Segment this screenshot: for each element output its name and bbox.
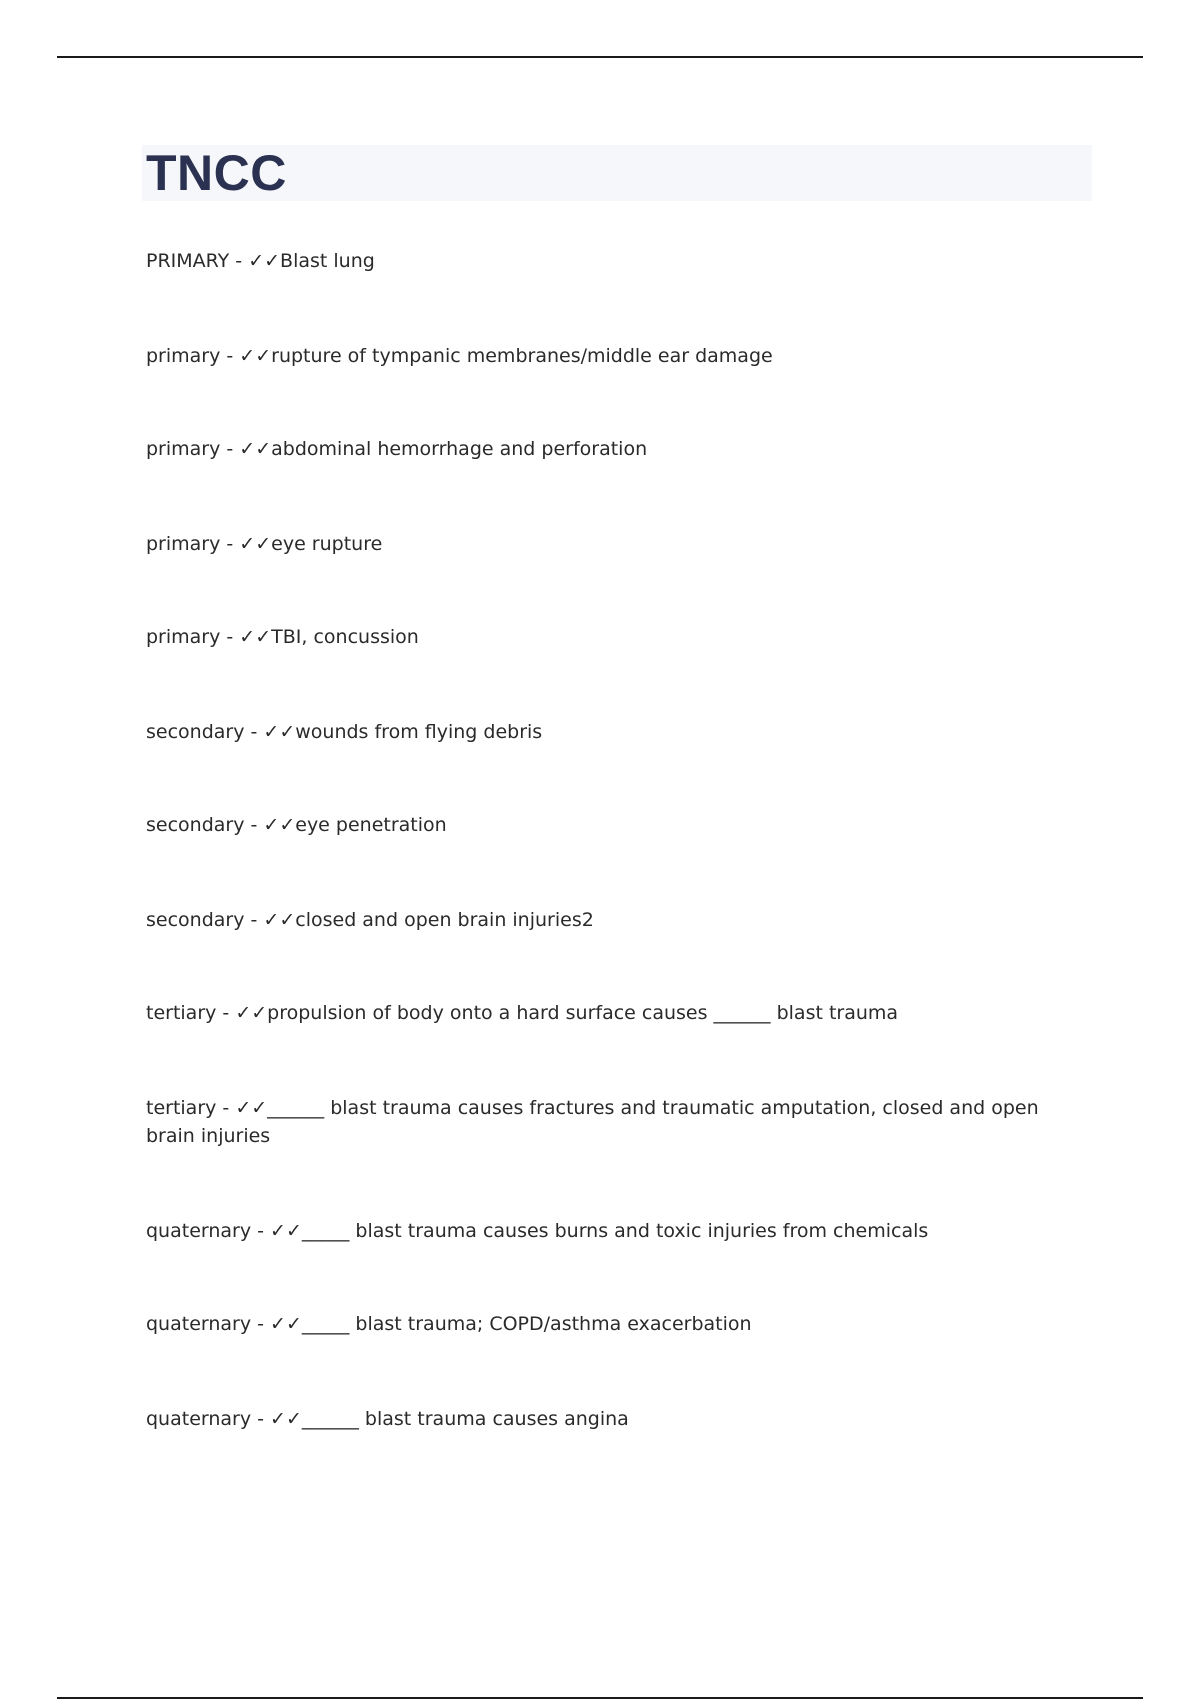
item-term: primary	[146, 438, 221, 460]
double-check-icon: ✓✓	[270, 1408, 302, 1430]
double-check-icon: ✓✓	[248, 250, 281, 272]
item-separator: -	[220, 626, 240, 648]
flashcard-item	[146, 999, 1066, 1027]
double-check-icon: ✓✓	[263, 909, 296, 931]
item-term: primary	[146, 533, 221, 555]
item-answer: _____ blast trauma; COPD/asthma exacerbation	[301, 1313, 752, 1335]
item-separator: -	[216, 1002, 236, 1024]
item-answer: abdominal hemorrhage and perforation	[271, 438, 648, 460]
double-check-icon: ✓✓	[239, 626, 272, 648]
top-rule	[57, 56, 1143, 58]
item-answer: rupture of tympanic membranes/middle ear damage	[271, 345, 773, 367]
item-separator: -	[220, 345, 240, 367]
item-term: secondary	[146, 814, 245, 836]
item-term: tertiary	[146, 1097, 217, 1119]
item-separator: -	[251, 1220, 271, 1242]
flashcard-item	[146, 1405, 1066, 1433]
item-separator: -	[244, 721, 264, 743]
item-answer: TBI, concussion	[271, 626, 419, 648]
flashcard-item	[146, 1094, 1066, 1150]
flashcard-item	[146, 342, 1066, 370]
item-separator: -	[244, 909, 264, 931]
item-answer: closed and open brain injuries2	[295, 909, 594, 931]
flashcard-item	[146, 247, 1066, 275]
item-term: quaternary	[146, 1220, 252, 1242]
flashcard-item	[146, 623, 1066, 651]
item-separator: -	[220, 438, 240, 460]
double-check-icon: ✓✓	[263, 814, 296, 836]
bottom-rule	[57, 1697, 1143, 1699]
item-answer: Blast lung	[280, 250, 375, 272]
double-check-icon: ✓✓	[235, 1097, 268, 1119]
item-separator: -	[244, 814, 264, 836]
item-term: secondary	[146, 721, 245, 743]
item-separator: -	[229, 250, 249, 272]
item-term: primary	[146, 626, 221, 648]
item-term: PRIMARY	[146, 250, 230, 272]
item-answer: _____ blast trauma causes burns and toxic injuries from chemicals	[301, 1220, 929, 1242]
flashcard-item	[146, 811, 1066, 839]
double-check-icon: ✓✓	[235, 1002, 268, 1024]
double-check-icon: ✓✓	[239, 438, 272, 460]
item-term: tertiary	[146, 1002, 217, 1024]
flashcard-item	[146, 530, 1066, 558]
double-check-icon: ✓✓	[270, 1313, 302, 1335]
item-term: quaternary	[146, 1313, 252, 1335]
item-separator: -	[251, 1408, 271, 1430]
item-answer: wounds from flying debris	[295, 721, 543, 743]
double-check-icon: ✓✓	[263, 721, 296, 743]
double-check-icon: ✓✓	[239, 345, 272, 367]
item-term: quaternary	[146, 1408, 252, 1430]
flashcard-item	[146, 1310, 1066, 1338]
item-answer: ______ blast trauma causes angina	[301, 1408, 629, 1430]
item-separator: -	[220, 533, 240, 555]
item-term: primary	[146, 345, 221, 367]
flashcard-item	[146, 435, 1066, 463]
double-check-icon: ✓✓	[239, 533, 272, 555]
flashcard-item	[146, 718, 1066, 746]
document-title: TNCC	[146, 145, 287, 201]
double-check-icon: ✓✓	[270, 1220, 302, 1242]
item-answer: ______ blast trauma causes fractures and traumatic amputation, closed and open brain injuries	[146, 1097, 1039, 1147]
item-answer: eye rupture	[271, 533, 383, 555]
item-separator: -	[251, 1313, 271, 1335]
item-separator: -	[216, 1097, 236, 1119]
flashcard-item	[146, 906, 1066, 934]
item-term: secondary	[146, 909, 245, 931]
item-answer: eye penetration	[295, 814, 447, 836]
item-answer: propulsion of body onto a hard surface causes ______ blast trauma	[267, 1002, 899, 1024]
flashcard-item	[146, 1217, 1066, 1245]
